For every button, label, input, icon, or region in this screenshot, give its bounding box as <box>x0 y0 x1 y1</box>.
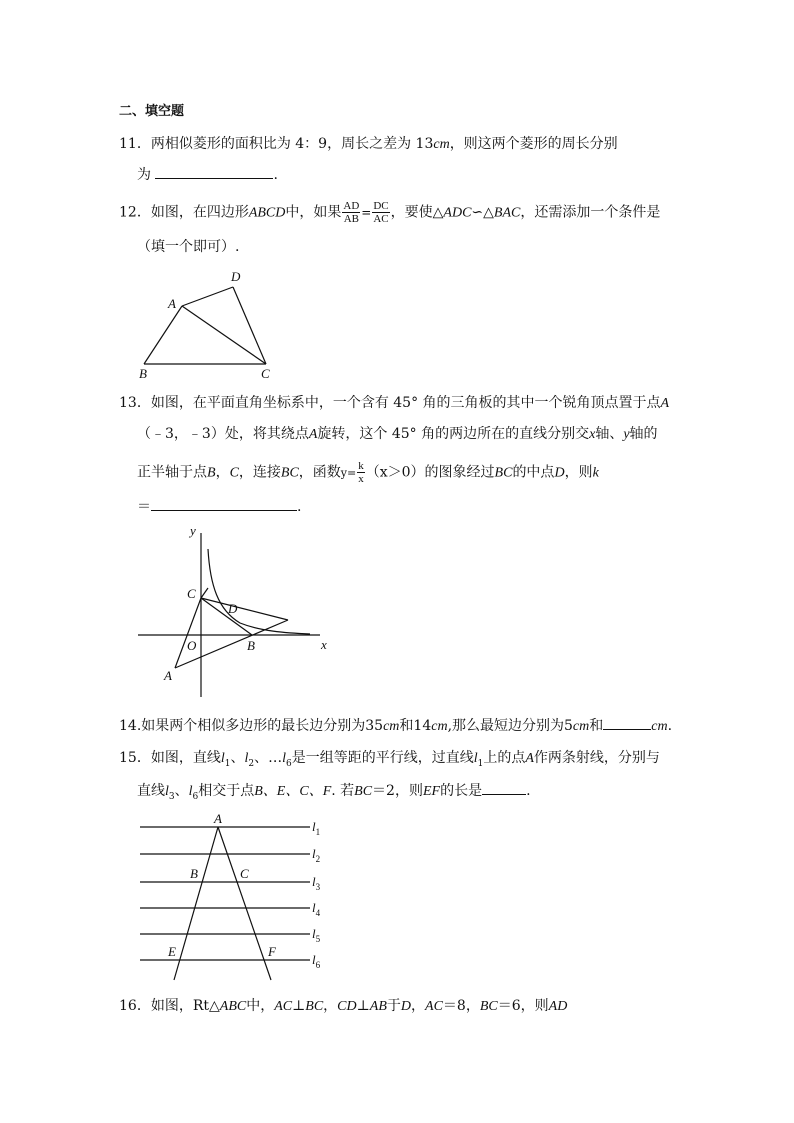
label-a: A <box>168 296 176 311</box>
q13-line3: 正半轴于点B，C，连接BC，函数y= $\frac{k}{x}$ （x＞0）的图象经过BC的中点D，则k <box>137 460 599 485</box>
hyperbola-curve <box>208 549 310 634</box>
line-labels <box>312 819 321 970</box>
q13-line4: ＝ . <box>137 499 302 515</box>
label-l3: $l_3$ <box>312 874 321 892</box>
fraction-k-x: $\frac{k}{x}$ <box>358 460 364 485</box>
segment-ac <box>175 598 201 668</box>
ray-af <box>218 827 271 980</box>
q13-line2: （﹣3，﹣3）处，将其绕点A旋转，这个 45° 角的两边所在的直线分别交x轴、y轴的 <box>137 426 658 442</box>
answer-blank[interactable] <box>482 781 526 795</box>
label-l4: $l_4$ <box>312 900 321 918</box>
segment-cb <box>201 598 252 635</box>
q15-line1: 15．如图，直线$l_1$、$l_2$、$\dots l_6$是一组等距的平行线，过直线$l_1$上的点A作两条射线，分别与 <box>119 750 660 769</box>
q12-line2: （填一个即可）. <box>137 239 240 255</box>
q12-line1: 12．如图，在四边形ABCD中，如果 $\frac{AD}{AB}$ = $\frac{DC}{AC}$ ，要使△ADC∽△BAC，还需添加一个条件是 <box>119 200 661 225</box>
label-e: E <box>168 944 176 959</box>
label-b: B <box>247 638 255 653</box>
label-l5: $l_5$ <box>312 926 321 944</box>
label-l2: $l_2$ <box>312 846 321 864</box>
label-d: D <box>228 601 238 616</box>
q15-line2: 直线$l_3$、$l_6$相交于点B、E、C、F. 若BC＝2，则EF的长是 . <box>137 783 531 802</box>
label-c: C <box>187 586 196 601</box>
q15-figure <box>130 810 330 985</box>
label-c: C <box>261 366 270 381</box>
label-a: A <box>164 668 172 683</box>
q13-line1: 13．如图，在平面直角坐标系中，一个含有 45° 角的三角板的其中一个锐角顶点置于点A <box>119 395 670 411</box>
q12-figure <box>130 265 290 385</box>
fraction-ad-ab: $\frac{AD}{AB}$ <box>343 200 360 225</box>
answer-blank[interactable] <box>151 497 297 511</box>
label-b: B <box>139 366 147 381</box>
ray-ae <box>174 827 218 980</box>
label-l6: $l_6$ <box>312 952 321 970</box>
q11-line1: 11．两相似菱形的面积比为 4：9，周长之差为 13cm，则这两个菱形的周长分别 <box>119 136 618 152</box>
label-b: B <box>190 866 198 881</box>
label-y: y <box>190 525 196 538</box>
label-o: O <box>187 638 197 653</box>
label-x: x <box>321 637 327 652</box>
answer-blank[interactable] <box>603 716 651 730</box>
segment-ad <box>182 287 233 306</box>
answer-blank[interactable] <box>155 165 273 179</box>
segment-ba <box>144 306 182 364</box>
q16-line1: 16．如图，Rt△ABC中，AC⊥BC，CD⊥AB于D，AC＝8，BC＝6，则AD <box>119 998 568 1014</box>
label-f: F <box>268 944 276 959</box>
label-l1: $l_1$ <box>312 819 321 837</box>
q11-line2: 为 . <box>137 167 278 183</box>
q14-line: 14.如果两个相似多边形的最长边分别为35cm和14cm,那么最短边分别为5cm和 cm. <box>119 718 673 734</box>
label-c: C <box>240 866 249 881</box>
label-a: A <box>214 811 222 826</box>
segment-c-vertex <box>201 598 288 620</box>
fraction-dc-ac: $\frac{DC}{AC}$ <box>373 200 389 225</box>
section-title: 二、填空题 <box>119 104 185 119</box>
segment-c-ext <box>201 588 208 598</box>
q13-figure <box>130 525 340 705</box>
label-d: D <box>231 269 241 284</box>
